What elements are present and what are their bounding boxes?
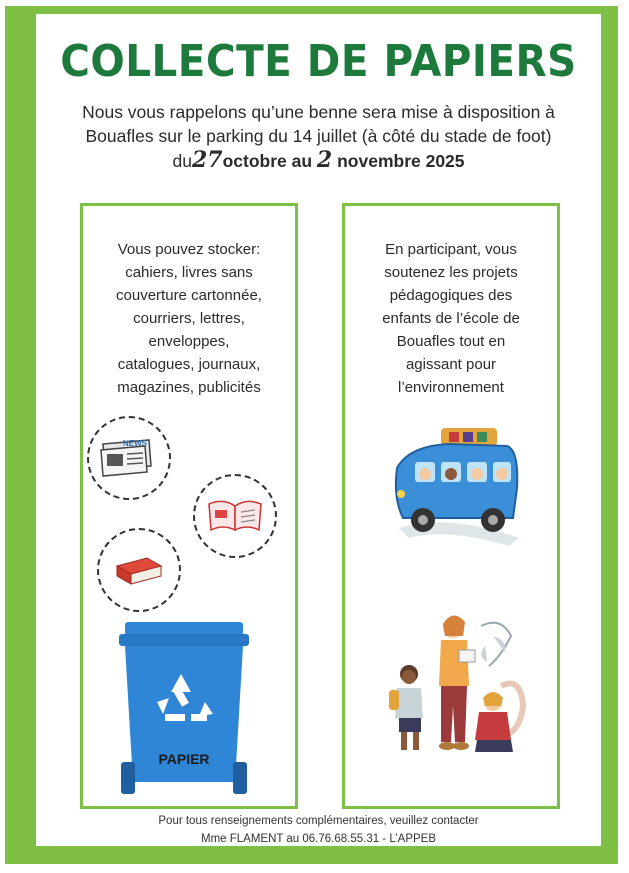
intro-du: du: [172, 151, 192, 171]
open-magazine-icon: [207, 498, 263, 534]
intro-text: Nous vous rappelons qu’une benne sera mise à disposition à Bouafles sur le parking du 14 juillet (à côté du stade de foot): [82, 102, 555, 146]
footer-line-1: Pour tous renseignements complémentaires, veuillez contacter: [158, 815, 479, 827]
intro-dates: [172, 147, 465, 173]
school-bus-illustration: [389, 428, 521, 548]
storage-info-box: [80, 203, 298, 809]
end-day: 2: [316, 147, 333, 173]
newspaper-label: NEWS: [123, 439, 147, 448]
poster-content: [36, 14, 601, 846]
start-month: octobre au: [222, 151, 313, 171]
page-title: COLLECTE DE PAPIERS: [60, 36, 577, 87]
environment-people-illustration: [381, 606, 531, 766]
intro-paragraph: [66, 100, 571, 173]
book-icon: [113, 556, 163, 586]
poster-frame: [5, 6, 618, 864]
footer-contact: [36, 812, 601, 848]
participation-info-box: [342, 203, 560, 809]
storage-info-text: Vous pouvez stocker: cahiers, livres sans couverture cartonnée, courriers, lettres, enveloppes, catalogues, journaux, magazines, publicités: [116, 241, 262, 396]
bin-label: PAPIER: [158, 751, 210, 767]
newspaper-icon: [99, 436, 155, 476]
start-day: 27: [191, 147, 223, 173]
participation-info-text: En participant, vous soutenez les projets pédagogiques des enfants de l’école de Bouafles tout en agissant pour l’environnement: [382, 241, 520, 396]
end-month: novembre 2025: [337, 151, 465, 171]
recycling-bin-icon: [119, 622, 249, 798]
footer-line-2: Mme FLAMENT au 06.76.68.55.31 - L’APPEB: [200, 833, 437, 845]
